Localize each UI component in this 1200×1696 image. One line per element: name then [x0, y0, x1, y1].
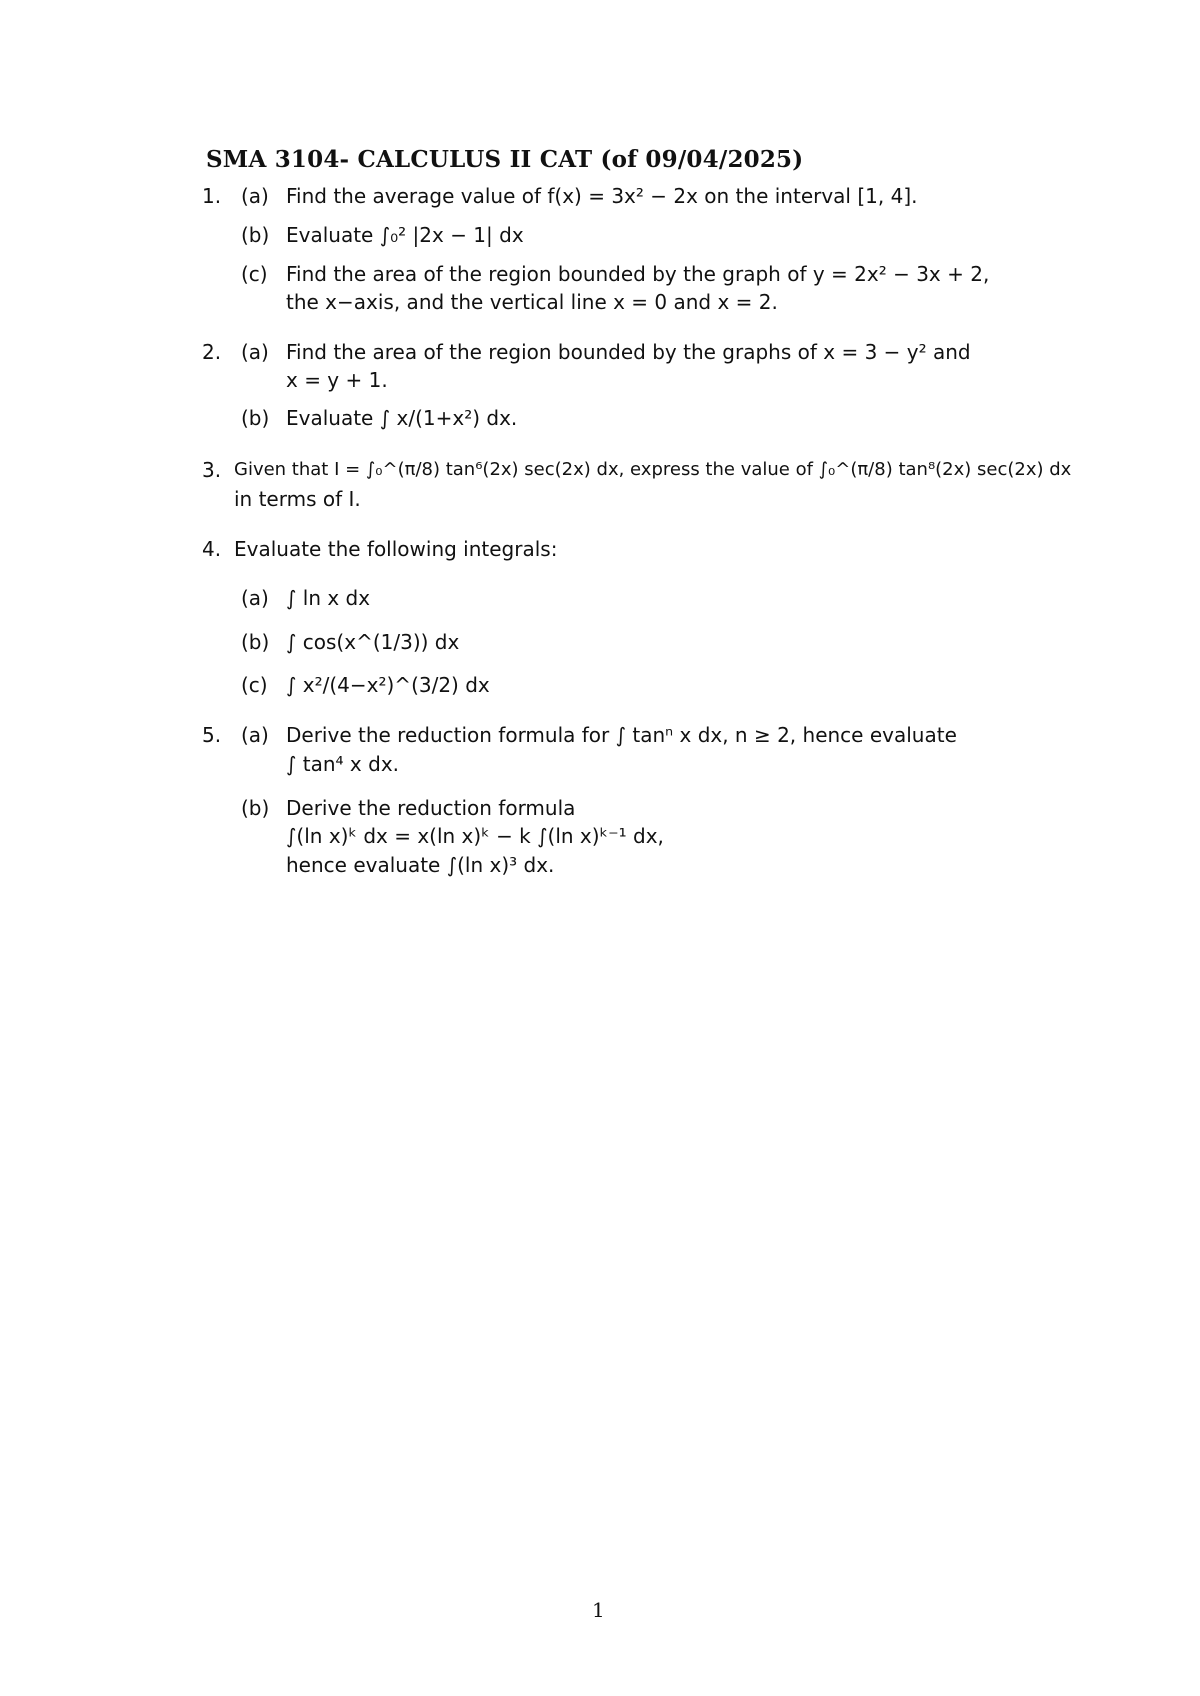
question-1-number: 1.: [202, 184, 222, 208]
question-1a-text: Find the average value of f(x) = 3x² − 2x on the interval [1, 4].: [286, 184, 918, 208]
question-4-number: 4.: [202, 537, 222, 561]
question-1c-label: (c): [241, 262, 268, 286]
page-number: 1: [592, 1598, 605, 1622]
question-2a-label: (a): [241, 340, 269, 364]
question-2a-text-line-1: Find the area of the region bounded by the graphs of x = 3 − y² and: [286, 340, 971, 364]
question-5a-text-line-2: ∫ tan⁴ x dx.: [286, 752, 400, 776]
question-4b-label: (b): [241, 630, 270, 654]
question-1b-text: Evaluate ∫₀² |2x − 1| dx: [286, 223, 524, 247]
question-4-text: Evaluate the following integrals:: [234, 537, 558, 561]
question-3-text-line-1: Given that I = ∫₀^(π/8) tan⁶(2x) sec(2x) dx, express the value of ∫₀^(π/8) tan⁸(2x) sec(2x) dx: [234, 459, 1072, 480]
question-2b-text: Evaluate ∫ x/(1+x²) dx.: [286, 406, 518, 430]
question-1c-text-line-2: the x−axis, and the vertical line x = 0 and x = 2.: [286, 290, 778, 314]
question-5b-text-line-1: Derive the reduction formula: [286, 796, 576, 820]
question-2b-label: (b): [241, 406, 270, 430]
question-5b-text-line-2: ∫(ln x)ᵏ dx = x(ln x)ᵏ − k ∫(ln x)ᵏ⁻¹ dx,: [286, 824, 664, 848]
question-2-number: 2.: [202, 340, 222, 364]
question-5b-text-line-3: hence evaluate ∫(ln x)³ dx.: [286, 853, 555, 877]
question-4a-label: (a): [241, 586, 269, 610]
question-4b-text: ∫ cos(x^(1/3)) dx: [286, 630, 460, 654]
question-2a-text-line-2: x = y + 1.: [286, 368, 388, 392]
question-4a-text: ∫ ln x dx: [286, 586, 371, 610]
question-5a-label: (a): [241, 723, 269, 747]
question-5a-text-line-1: Derive the reduction formula for ∫ tanⁿ x dx, n ≥ 2, hence evaluate: [286, 723, 957, 747]
question-1a-label: (a): [241, 184, 269, 208]
question-1c-text-line-1: Find the area of the region bounded by the graph of y = 2x² − 3x + 2,: [286, 262, 990, 286]
question-4c-label: (c): [241, 673, 268, 697]
question-1b-label: (b): [241, 223, 270, 247]
page-title: SMA 3104- CALCULUS II CAT (of 09/04/2025): [206, 146, 804, 173]
question-5b-label: (b): [241, 796, 270, 820]
question-3-number: 3.: [202, 458, 222, 482]
question-4c-text: ∫ x²/(4−x²)^(3/2) dx: [286, 673, 490, 697]
question-5-number: 5.: [202, 723, 222, 747]
question-3-text-line-2: in terms of I.: [234, 487, 361, 511]
